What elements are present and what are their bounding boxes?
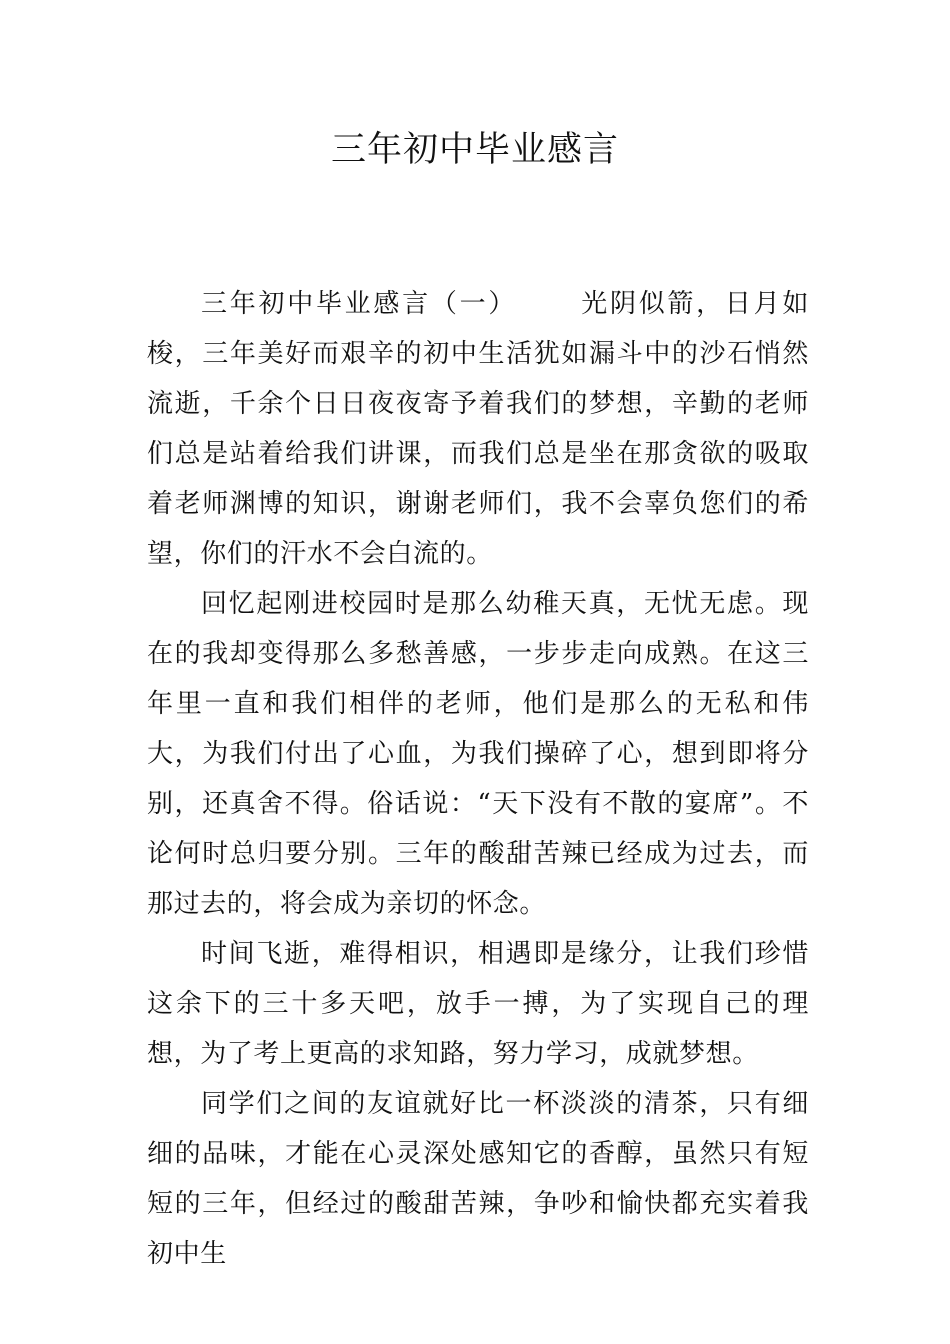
paragraph-1-text: 光阴似箭，日月如梭，三年美好而艰辛的初中生活犹如漏斗中的沙石悄然流逝，千余个日日夜夜寄予着我们的梦想，辛勤的老师们总是站着给我们讲课，而我们总是坐在那贪欲的吸取着老师渊博的知识，谢谢老师们，我不会辜负您们的希望，你们的汗水不会白流的。 xyxy=(147,289,809,569)
document-body xyxy=(147,279,809,1279)
paragraph-4: 同学们之间的友谊就好比一杯淡淡的清茶，只有细细的品味，才能在心灵深处感知它的香醇，虽然只有短短的三年，但经过的酸甜苦辣，争吵和愉快都充实着我初中生 xyxy=(147,1089,809,1269)
paragraph-1 xyxy=(147,279,809,579)
document-title: 三年初中毕业感言 xyxy=(330,130,619,170)
section-label: 三年初中毕业感言（一） xyxy=(201,289,518,319)
paragraph-2: 回忆起刚进校园时是那么幼稚天真，无忧无虑。现在的我却变得那么多愁善感，一步步走向成熟。在这三年里一直和我们相伴的老师，他们是那么的无私和伟大，为我们付出了心血，为我们操碎了心，想到即将分别，还真舍不得。俗话说：“天下没有不散的宴席”。不论何时总归要分别。三年的酸甜苦辣已经成为过去，而那过去的，将会成为亲切的怀念。 xyxy=(147,589,809,919)
paragraph-3: 时间飞逝，难得相识，相遇即是缘分，让我们珍惜这余下的三十多天吧，放手一搏，为了实现自己的理想，为了考上更高的求知路，努力学习，成就梦想。 xyxy=(147,939,809,1069)
